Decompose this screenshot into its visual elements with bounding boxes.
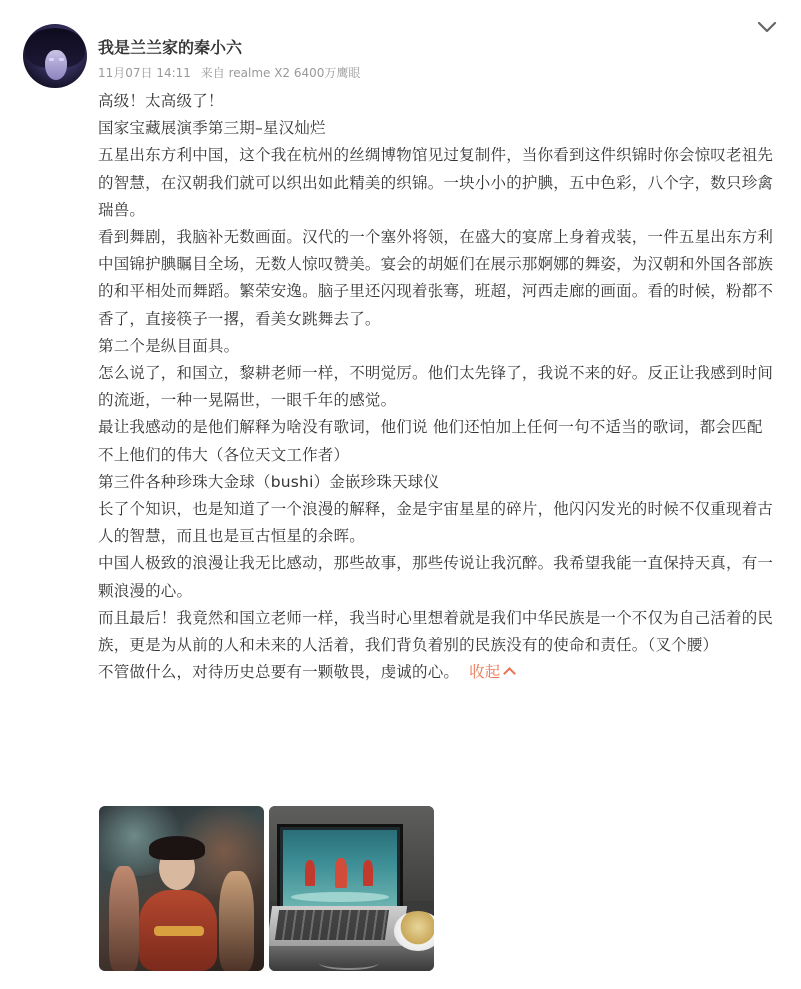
collapse-label: 收起 — [469, 663, 501, 682]
paragraph: 中国人极致的浪漫让我无比感动，那些故事，那些传说让我沉醉。我希望我能一直保持天真，有一颗浪漫的心。 — [98, 554, 774, 600]
paragraph: 长了个知识，也是知道了一个浪漫的解释，金是宇宙星星的碎片，他闪闪发光的时候不仅重现着古人的智慧，而且也是亘古恒星的余晖。 — [98, 500, 774, 546]
paragraph-text: 不管做什么，对待历史总要有一颗敬畏，虔诚的心。 — [98, 663, 460, 682]
last-paragraph — [98, 659, 774, 686]
dancer-left — [109, 866, 139, 971]
avatar-eye-left — [49, 58, 54, 61]
food-bowl — [394, 911, 434, 951]
paragraph: 而且最后！我竟然和国立老师一样，我当时心里想着就是我们中华民族是一个不仅为自己活着的民族，更是为从前的人和未来的人活着，我们背负着别的民族没有的使命和责任。（叉个腰） — [98, 608, 774, 655]
cable — [319, 956, 379, 970]
paragraph: 看到舞剧，我脑补无数画面。汉代的一个塞外将领，在盛大的宴席上身着戎装，一件五星出东方利中国锦护腆瞩目全场，无数人惊叹赞美。宴会的胡姬们在展示那婀娜的舞姿，为汉朝和外国各部族的和平相处而舞蹈。繁荣安逸。脑子里还闪现着张骞，班超，河西走廊的画面。看的时候，粉都不香了，直接筷子一撂，看美女跳舞去了。 — [98, 228, 774, 328]
avatar[interactable] — [23, 24, 87, 88]
broadcast-stage — [283, 830, 397, 906]
chevron-up-icon — [503, 667, 516, 680]
post-content — [98, 88, 774, 686]
avatar-eye-right — [59, 58, 64, 61]
dancer-figure — [363, 860, 373, 886]
post-source: 来自 realme X2 6400万鹰眼 — [200, 66, 361, 80]
gold-belt — [154, 926, 204, 936]
dancer-right — [219, 871, 254, 971]
post-date[interactable]: 11月07日 14:11 — [98, 66, 191, 80]
paragraph: 国家宝藏展演季第三期–星汉灿烂 — [98, 119, 326, 138]
dance-performance-photo[interactable] — [99, 806, 264, 971]
paragraph: 最让我感动的是他们解释为啥没有歌词，他们说 他们还怕加上任何一句不适当的歌词，都会匹配不上他们的伟大（各位天文工作者） — [98, 418, 763, 464]
post-meta — [98, 64, 366, 81]
paragraph: 怎么说了，和国立，黎耕老师一样，不明觉厉。他们太先锋了，我说不来的好。反正让我感到时间的流逝，一种一晃隔世，一眼千年的感觉。 — [98, 364, 774, 410]
dancer-figure — [305, 860, 315, 886]
dancer-figure — [335, 858, 347, 888]
avatar-face — [45, 50, 67, 80]
collapse-link[interactable] — [469, 663, 513, 681]
keyboard-keys — [275, 910, 389, 940]
paragraph: 五星出东方利中国，这个我在杭州的丝绸博物馆见过复制件，当你看到这件织锦时你会惊叹老祖先的智慧，在汉朝我们就可以织出如此精美的织锦。一块小小的护腆，五中色彩，八个字，数只珍禽瑞兽。 — [98, 146, 774, 219]
chevron-down-icon[interactable] — [756, 18, 778, 36]
laptop-tv-broadcast-photo[interactable] — [269, 806, 434, 971]
paragraph: 第三件各种珍珠大金球（bushi）金嵌珍珠天球仪 — [98, 472, 440, 491]
author-name[interactable]: 我是兰兰家的秦小六 — [98, 38, 243, 57]
paragraph: 第二个是纵目面具。 — [98, 336, 240, 355]
stage-floor — [291, 892, 389, 902]
laptop-screen — [277, 824, 403, 912]
dancer-hair — [149, 836, 205, 860]
paragraph: 高级！太高级了！ — [98, 92, 224, 110]
